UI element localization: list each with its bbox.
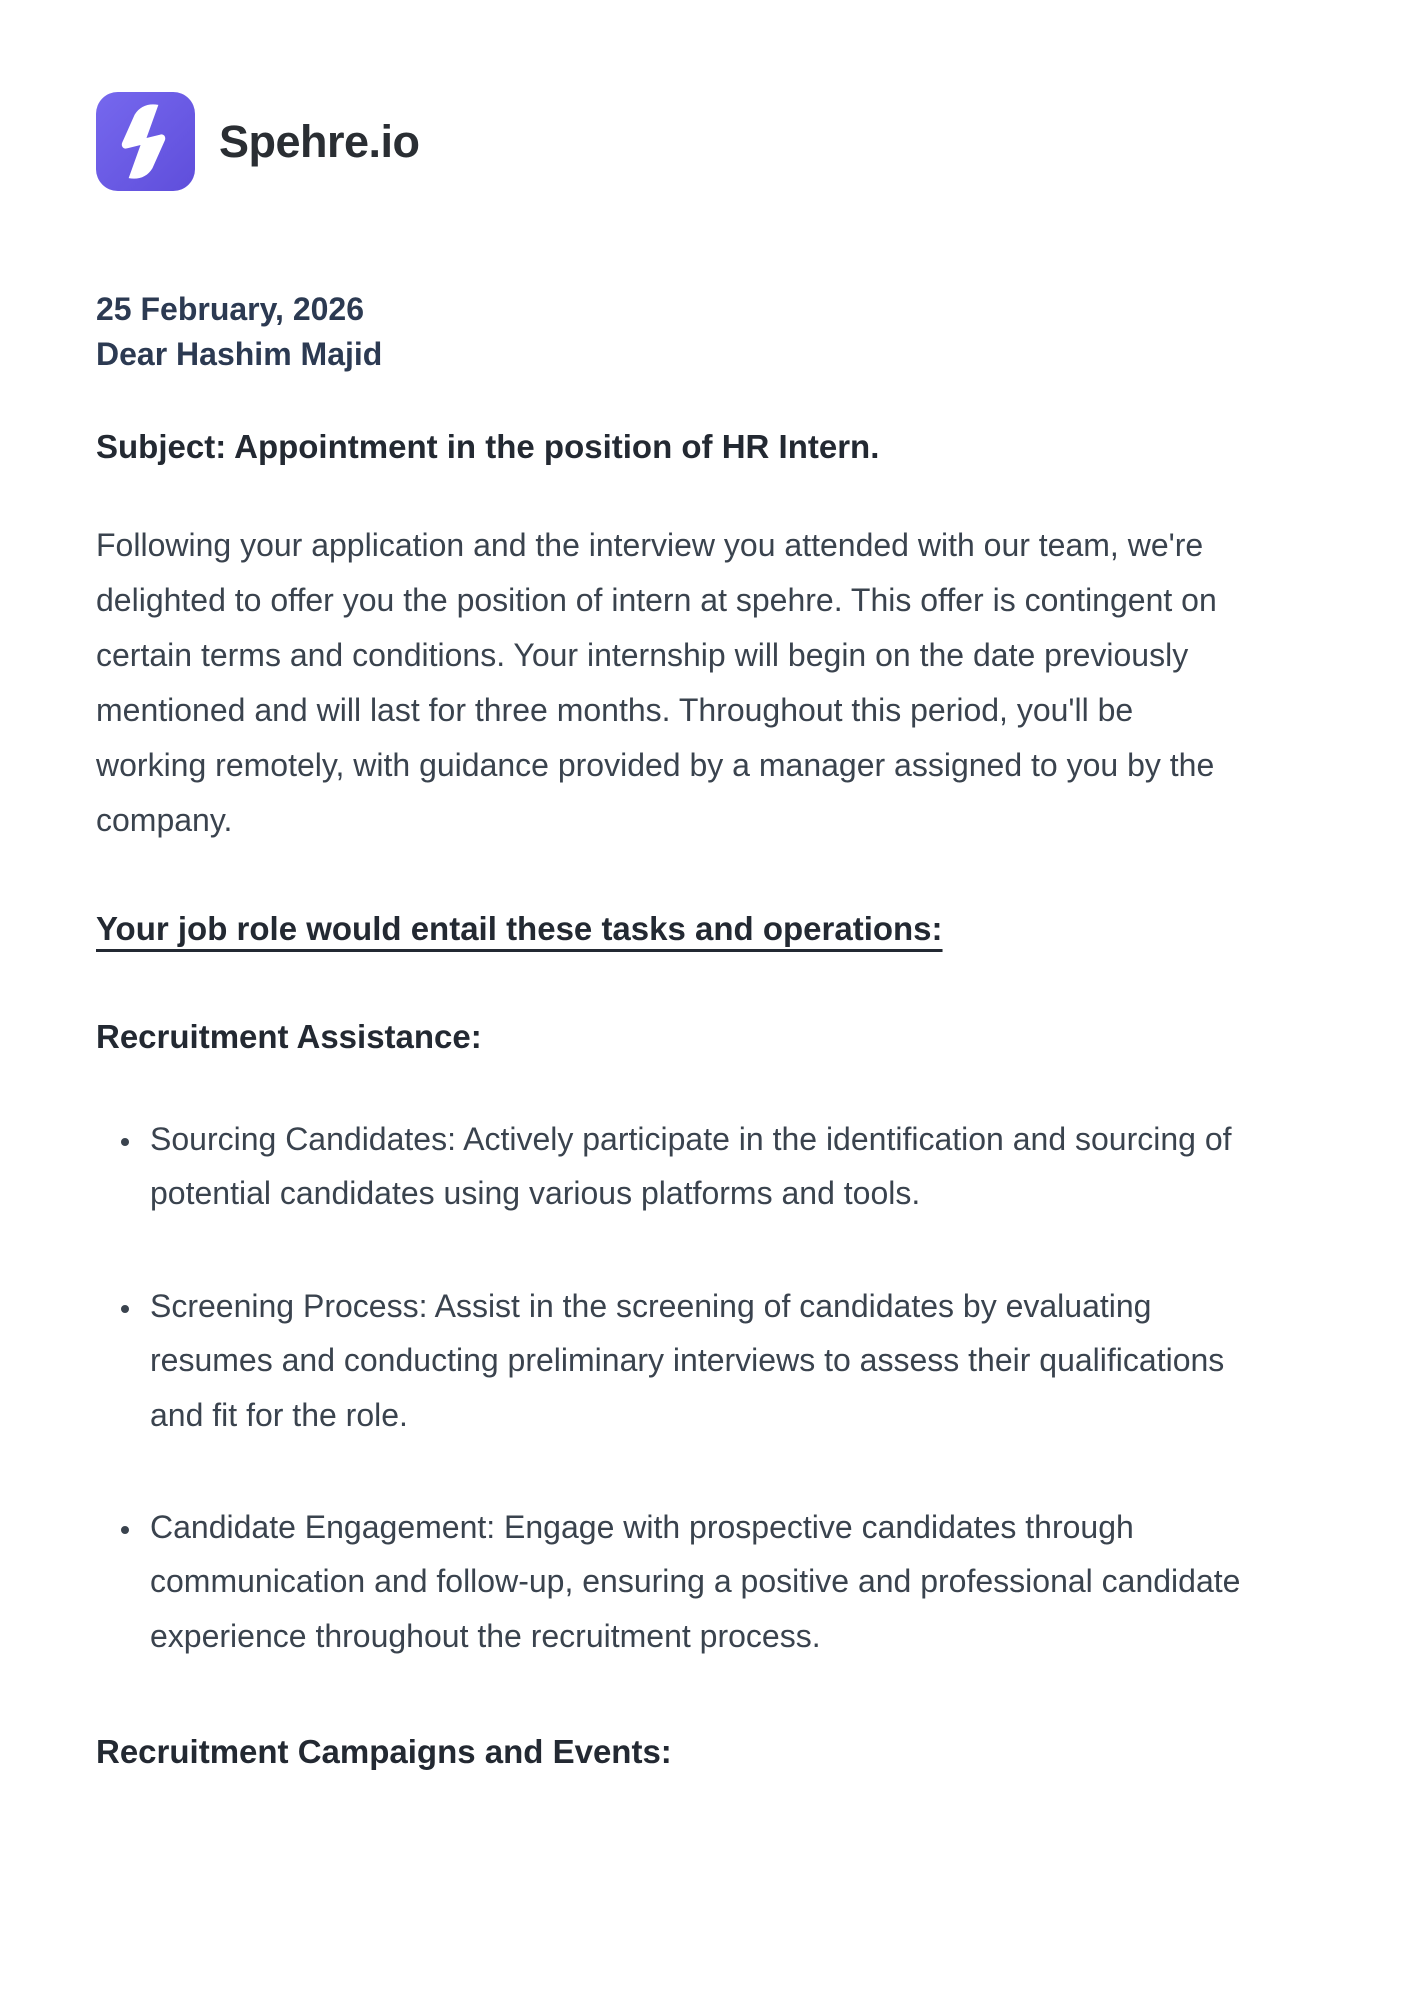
subject-line: Subject: Appointment in the position of HR Intern. bbox=[96, 427, 880, 465]
letter-date: 25 February, 2026 bbox=[96, 291, 365, 327]
list-item: • Screening Process: Assist in the screening of candidates by evaluating resumes and conducting preliminary interviews to assess their qualifications and fit for the role. bbox=[144, 1279, 1256, 1442]
date-salutation-block bbox=[96, 287, 1304, 378]
intro-paragraph: Following your application and the interview you attended with our team, we're delighted to offer you the position of intern at spehre. This offer is contingent on certain terms and conditions. Your internship will begin on the date previously mentioned and will last for three months. Throughout this period, you'll be working remotely, with guidance provided by a manager assigned to you by the company. bbox=[96, 526, 1217, 839]
letterhead bbox=[96, 92, 1304, 191]
section-heading-recruitment-campaigns: Recruitment Campaigns and Events: bbox=[96, 1733, 672, 1771]
recruitment-assistance-bullet-list bbox=[96, 1112, 1256, 1663]
list-item: • Candidate Engagement: Engage with prospective candidates through communication and follow-up, ensuring a positive and professional candidate experience throughout the recruitment process. bbox=[144, 1500, 1256, 1663]
salutation: Dear Hashim Majid bbox=[96, 336, 383, 373]
list-item: • Sourcing Candidates: Actively participate in the identification and sourcing of potential candidates using various platforms and tools. bbox=[144, 1112, 1256, 1221]
spehre-logo-icon bbox=[96, 92, 195, 191]
brand-name: Spehre.io bbox=[219, 115, 420, 167]
tasks-heading: Your job role would entail these tasks and operations: bbox=[96, 910, 943, 948]
section-heading-recruitment-assistance: Recruitment Assistance: bbox=[96, 1018, 482, 1056]
